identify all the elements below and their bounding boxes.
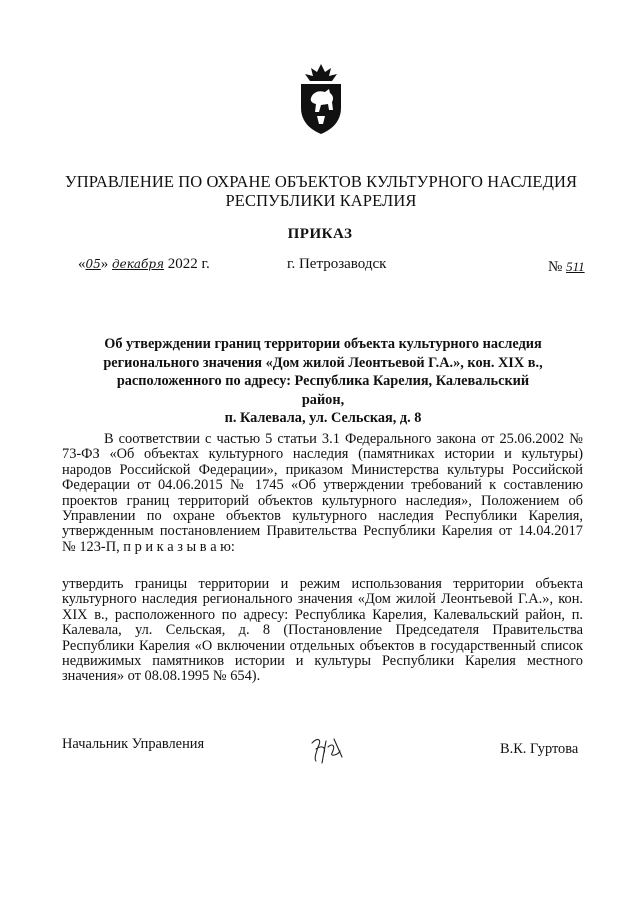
- date-close-quote: »: [100, 256, 109, 272]
- subject-line-4: п. Калевала, ул. Сельская, д. 8: [224, 410, 422, 426]
- date-month: декабря: [112, 257, 165, 271]
- number-value: 511: [566, 259, 585, 274]
- order-date: [78, 256, 210, 273]
- date-year: 2022 г.: [167, 256, 210, 272]
- coat-of-arms-icon: [297, 62, 345, 136]
- agency-line-1: УПРАВЛЕНИЕ ПО ОХРАНЕ ОБЪЕКТОВ КУЛЬТУРНОГО НАСЛЕДИЯ: [64, 172, 578, 191]
- date-open-quote: «: [78, 256, 86, 272]
- agency-line-2: РЕСПУБЛИКИ КАРЕЛИЯ: [225, 191, 417, 210]
- resolution-paragraph: утвердить границы территории и режим использования территории объекта культурного наследия регионального значения «Дом жилой Леонтьевой Г.А.», кон. XIX в., расположенного по адресу: Республика Карелия, Калевальский район, п. Калевала, ул. Сельская, д. 8 (Постановление Председателя Правительства Республики Карелия «О включении отдельных объектов в государственный список недвижимых памятников истории и культуры Республики Карелия местного значения» от 08.08.1995 № 654).: [62, 576, 583, 685]
- date-day: 05: [85, 257, 101, 271]
- preamble-paragraph: В соответствии с частью 5 статьи 3.1 Федерального закона от 25.06.2002 № 73-ФЗ «Об объектах культурного наследия (памятниках истории и культуры) народов Российской Федерации», приказом Министерства культуры Российской Федерации от 04.06.2015 № 1745 «Об утверждении требований к составлению проектов границ территорий объектов культурного наследия», Положением об Управлении по охране объектов культурного наследия Республики Карелия, утвержденным постановлением Правительства Республики Карелия от 14.04.2017 № 123-П, п р и к а з ы в а ю:: [62, 431, 583, 555]
- subject-line-2: регионального значения «Дом жилой Леонтьевой Г.А.», кон. XIX в.,: [103, 354, 543, 371]
- signatory-title: Начальник Управления: [62, 736, 205, 752]
- number-prefix: №: [548, 259, 563, 275]
- agency-name: [60, 172, 582, 210]
- order-title: ПРИКАЗ: [287, 226, 353, 242]
- subject-line-3: расположенного по адресу: Республика Карелия, Калевальский район,: [116, 373, 530, 408]
- signatory-name: В.К. Гуртова: [500, 741, 579, 757]
- signature-icon: [308, 733, 348, 765]
- subject-line-1: Об утверждении границ территории объекта культурного наследия: [104, 336, 542, 352]
- order-subject: [100, 335, 546, 428]
- order-city: г. Петрозаводск: [287, 256, 387, 272]
- order-number: [548, 259, 585, 276]
